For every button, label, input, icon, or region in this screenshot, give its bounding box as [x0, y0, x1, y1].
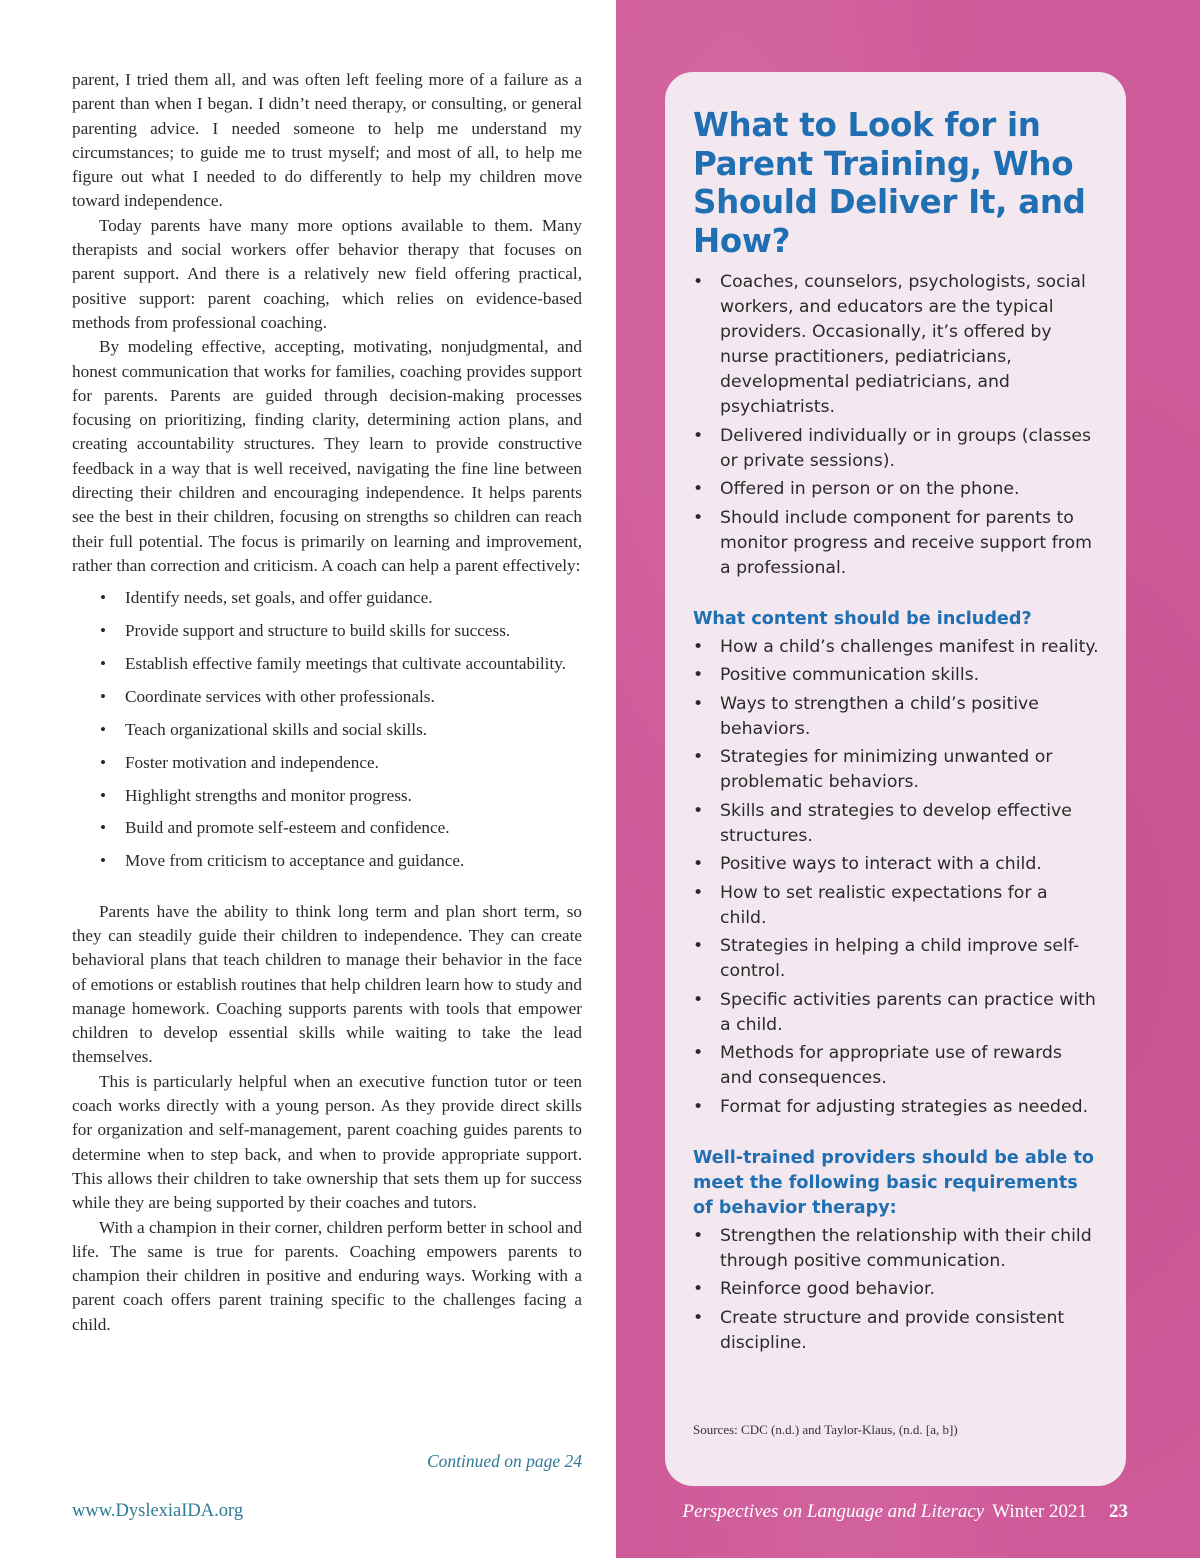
- list-item: • Create structure and provide consistent discipline.: [693, 1306, 1099, 1356]
- list-item: • Offered in person or on the phone.: [693, 477, 1099, 502]
- list-item: • Positive ways to interact with a child.: [693, 852, 1099, 877]
- article-paragraph: By modeling effective, accepting, motivating, nonjudgmental, and honest communication that works for families, coaching provides support for parents. Parents are guided through decision-making processes focusing on prioritizing, finding clarity, determining action plans, and creating accountability structures. They learn to provide constructive feedback in a way that is well received, navigating the fine line between directing their children and encouraging independence. It helps parents see the best in their children, focusing on strengths so children can reach their full potential. The focus is primarily on learning and improvement, rather than correction and criticism. A coach can help a parent effectively:: [72, 337, 582, 575]
- list-item: • Methods for appropriate use of rewards and consequences.: [693, 1041, 1099, 1091]
- list-item: • Specific activities parents can practice with a child.: [693, 988, 1099, 1038]
- coach-benefits-list: [72, 586, 582, 873]
- list-item: • Strengthen the relationship with their child through positive communication.: [693, 1224, 1099, 1274]
- content-heading: What content should be included?: [693, 608, 1032, 629]
- list-item: • Provide support and structure to build skills for success.: [100, 619, 582, 643]
- list-item: • How a child’s challenges manifest in reality.: [693, 635, 1099, 660]
- list-item: • Format for adjusting strategies as needed.: [693, 1095, 1099, 1120]
- list-item: • Build and promote self-esteem and confidence.: [100, 816, 582, 840]
- list-item: • Skills and strategies to develop effective structures.: [693, 799, 1099, 849]
- page-footer: [682, 1501, 1128, 1523]
- article-paragraph: With a champion in their corner, children perform better in school and life. The same is true for parents. Coaching empowers parents to champion their children in positive and enduring ways. Working with a parent coach offers parent training specific to the challenges facing a child.: [72, 1217, 582, 1334]
- sources-note: Sources: CDC (n.d.) and Taylor-Klaus, (n.d. [a, b]): [693, 1422, 958, 1437]
- list-item: • Highlight strengths and monitor progress.: [100, 784, 582, 808]
- list-item: • Positive communication skills.: [693, 663, 1099, 688]
- list-item: • Establish effective family meetings that cultivate accountability.: [100, 652, 582, 676]
- article-paragraph: Parents have the ability to think long term and plan short term, so they can steadily guide their children to independence. They can create behavioral plans that teach children to manage their behavior in the face of emotions or establish routines that help children learn how to study and manage homework. Coaching supports parents with tools that empower children to develop essential skills while waiting to take the lead themselves.: [72, 901, 582, 1067]
- list-item: • Strategies for minimizing unwanted or problematic behaviors.: [693, 745, 1099, 795]
- list-item: • Reinforce good behavior.: [693, 1277, 1099, 1302]
- article-paragraph: parent, I tried them all, and was often left feeling more of a failure as a parent than when I began. I didn’t need therapy, or consulting, or general parenting advice. I needed someone to help me understand my circumstances; to guide me to trust myself; and most of all, to help me figure out what I needed to do differently to help my children move toward independence.: [72, 70, 582, 211]
- sidebar-title: What to Look for in Parent Training, Who Should Deliver It, and How?: [693, 106, 1086, 260]
- list-item: • Delivered individually or in groups (classes or private sessions).: [693, 424, 1099, 474]
- list-item: • Coordinate services with other professionals.: [100, 685, 582, 709]
- publication-name: Perspectives on Language and Literacy: [682, 1501, 985, 1522]
- website-link[interactable]: www.DyslexiaIDA.org: [72, 1501, 244, 1521]
- list-item: • Teach organizational skills and social skills.: [100, 718, 582, 742]
- list-item: • Coaches, counselors, psychologists, social workers, and educators are the typical providers. Occasionally, it’s offered by nurse practitioners, pediatricians, developmental pediatricians, and psychiatrists.: [693, 270, 1099, 420]
- article-paragraph: Today parents have many more options available to them. Many therapists and social workers offer behavior therapy that focuses on parent support. And there is a relatively new field offering practical, positive support: parent coaching, which relies on evidence-based methods from professional coaching.: [72, 215, 582, 332]
- continued-link[interactable]: Continued on page 24: [426, 1451, 582, 1471]
- content-list: [693, 635, 1099, 1120]
- list-item: • Should include component for parents to monitor progress and receive support from a professional.: [693, 506, 1099, 581]
- article-paragraph: This is particularly helpful when an executive function tutor or teen coach works directly with a young person. As they provide direct skills for organization and self-management, parent coaching guides parents to determine when to step back, and when to provide appropriate support. This allows their children to take ownership that sets them up for success while they are being supported by their coaches and tutors.: [72, 1071, 582, 1213]
- article-column: [72, 68, 582, 1337]
- list-item: • Foster motivation and independence.: [100, 751, 582, 775]
- provider-facts-list: [693, 270, 1099, 581]
- sidebar-box: [665, 72, 1126, 1486]
- providers-heading: Well-trained providers should be able to meet the following basic requirements of behavior therapy:: [693, 1147, 1094, 1218]
- list-item: • Move from criticism to acceptance and guidance.: [100, 849, 582, 873]
- list-item: • Ways to strengthen a child’s positive behaviors.: [693, 692, 1099, 742]
- providers-list: [693, 1224, 1099, 1356]
- page-number: 23: [1109, 1501, 1128, 1522]
- list-item: • How to set realistic expectations for a child.: [693, 881, 1099, 931]
- issue-season: Winter 2021: [992, 1501, 1087, 1522]
- list-item: • Strategies in helping a child improve self-control.: [693, 934, 1099, 984]
- list-item: • Identify needs, set goals, and offer guidance.: [100, 586, 582, 610]
